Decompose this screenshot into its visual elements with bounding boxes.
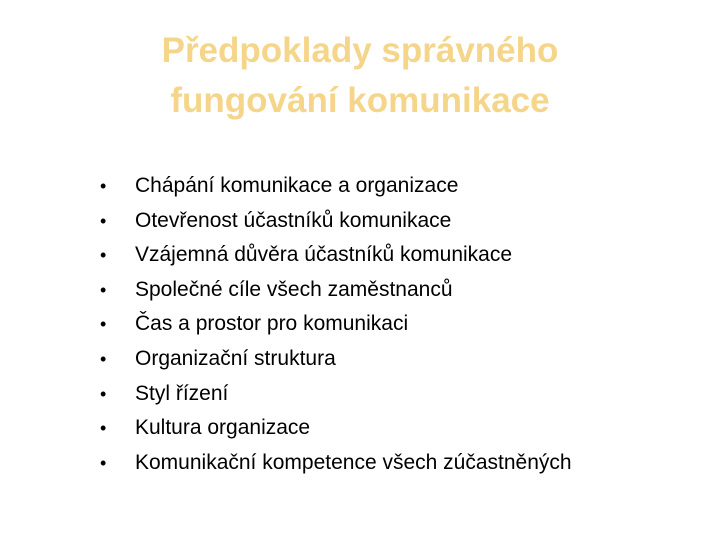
bullet-item-3 [100,243,700,278]
bullet-item-2 [100,209,700,244]
bullet-text: Komunikační kompetence všech zúčastněných [135,450,572,474]
bullet-text: Chápání komunikace a organizace [135,174,459,197]
bullet-text: Vzájemná důvěra účastníků komunikace [135,243,513,267]
bullet-item-8 [100,416,700,451]
bullet-icon: • [100,418,107,439]
slide-title-line-2: fungování komunikace [170,81,550,120]
bullet-icon: • [100,176,107,196]
bullet-item-6 [100,347,700,382]
slide-title [60,26,660,126]
bullet-icon: • [100,245,107,266]
bullet-icon: • [100,452,107,473]
bullet-list [100,174,700,485]
bullet-icon: • [100,383,107,404]
bullet-item-1 [100,174,700,209]
bullet-item-7 [100,382,700,417]
bullet-item-5 [100,312,700,347]
bullet-item-4 [100,278,700,313]
bullet-text: Styl řízení [135,381,229,405]
bullet-text: Organizační struktura [135,346,336,370]
bullet-icon: • [100,279,107,300]
slide-title-line-1: Předpoklady správného [161,31,559,70]
bullet-item-9 [100,451,700,486]
bullet-text: Otevřenost účastníků komunikace [135,208,452,232]
bullet-text: Čas a prostor pro komunikaci [135,312,409,336]
bullet-text: Kultura organizace [135,416,311,440]
bullet-icon: • [100,348,107,369]
bullet-text: Společné cíle všech zaměstnanců [135,277,453,301]
bullet-icon: • [100,314,107,335]
bullet-icon: • [100,210,107,231]
